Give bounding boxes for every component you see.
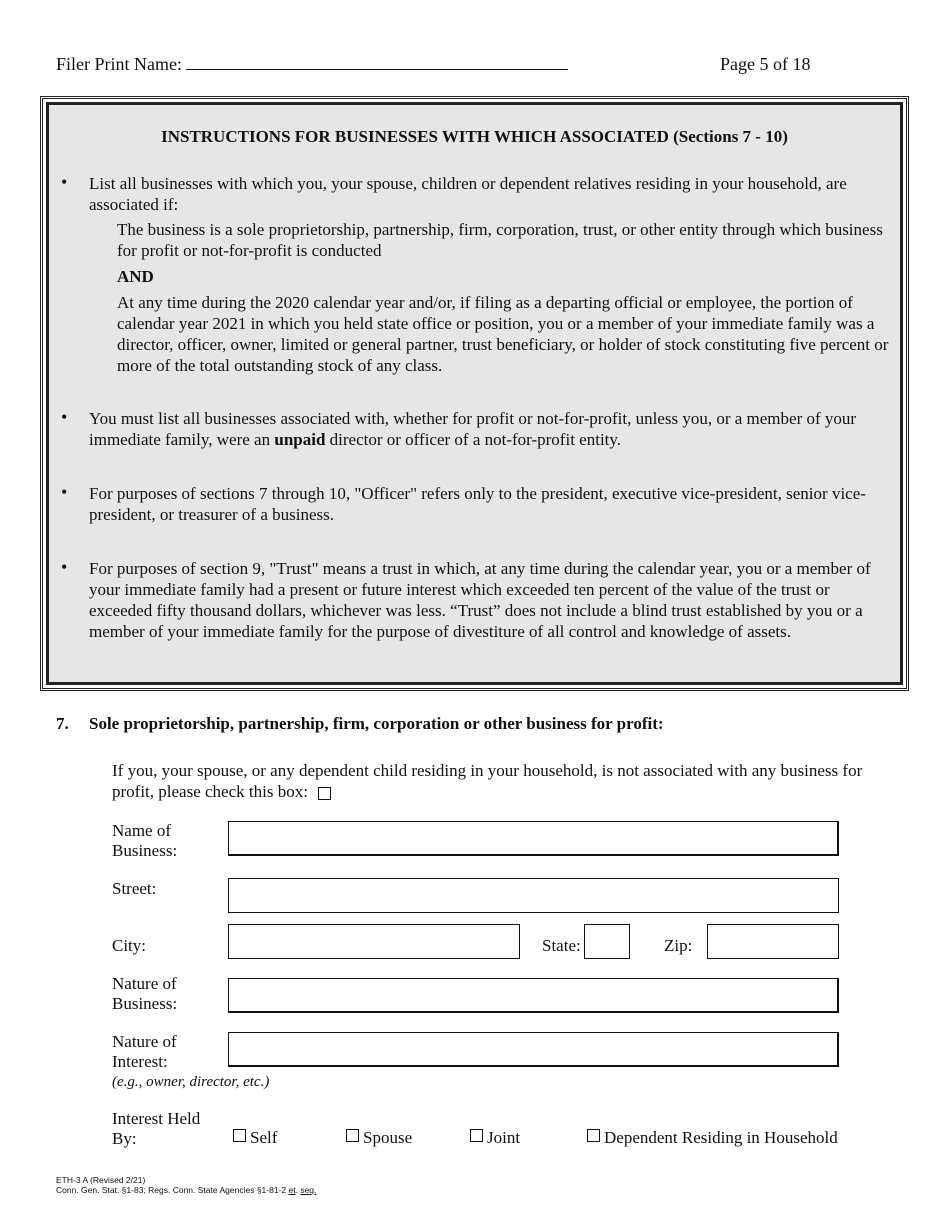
footer-citation-text: Conn. Gen. Stat. §1-83; Regs. Conn. State Agencies §1-81-2 (56, 1185, 287, 1195)
instructions-title: INSTRUCTIONS FOR BUSINESSES WITH WHICH ASSOCIATED (Sections 7 - 10) (161, 127, 788, 146)
state-label: State: (542, 936, 581, 955)
name-of-business-label-line2: Business: (112, 841, 178, 860)
page-number: Page 5 of 18 (720, 54, 811, 74)
street-input[interactable] (228, 878, 839, 913)
nature-of-business-input[interactable] (228, 978, 839, 1013)
footer-seq: seq. (300, 1185, 317, 1195)
street-label: Street: (112, 879, 157, 898)
city-label: City: (112, 936, 147, 955)
spouse-label: Spouse (363, 1128, 413, 1147)
interest-spouse-option[interactable] (346, 1128, 412, 1148)
filer-print-name-line[interactable] (186, 55, 568, 70)
nature-of-business-label-line2: Business: (112, 994, 178, 1013)
interest-joint-option[interactable] (470, 1128, 520, 1148)
dependent-label: Dependent Residing in Household (604, 1128, 838, 1147)
instruction-bullet-2-post: director or officer of a not-for-profit entity. (329, 430, 622, 449)
section-7-number: 7. (56, 714, 69, 733)
instruction-bullet-2 (89, 408, 889, 450)
zip-label: Zip: (664, 936, 693, 955)
name-of-business-label (112, 821, 177, 861)
bullet-icon: • (61, 482, 68, 502)
zip-input[interactable] (707, 924, 839, 959)
nature-of-business-label (112, 974, 177, 1014)
self-label: Self (250, 1128, 278, 1147)
instruction-bullet-2-bold: unpaid (274, 430, 326, 449)
footer-et: et (288, 1185, 296, 1195)
instruction-bullet-3: For purposes of sections 7 through 10, "Officer" refers only to the president, executive vice-president, senior vice-president, or treasurer of a business. (89, 484, 866, 524)
section-7-title: Sole proprietorship, partnership, firm, corporation or other business for profit: (89, 714, 664, 733)
interest-held-label-line1: Interest Held (112, 1109, 201, 1128)
interest-self-option[interactable] (233, 1128, 277, 1148)
dependent-checkbox[interactable] (587, 1129, 600, 1142)
interest-dependent-option[interactable] (587, 1128, 838, 1148)
no-business-checkbox[interactable] (318, 787, 331, 800)
joint-label: Joint (487, 1128, 521, 1147)
nature-of-business-label-line1: Nature of (112, 974, 177, 993)
nature-of-interest-input[interactable] (228, 1032, 839, 1067)
state-input[interactable] (584, 924, 630, 959)
spouse-checkbox[interactable] (346, 1129, 359, 1142)
nature-of-interest-hint: (e.g., owner, director, etc.) (112, 1074, 270, 1090)
instructions-box (40, 96, 909, 691)
instruction-sub-2: At any time during the 2020 calendar year and/or, if filing as a departing official or employee, the portion of calendar year 2021 in which you held state office or position, you or a member of your immediate family was a director, officer, owner, limited or general partner, trust beneficiary, or holder of stock constituting five percent or more of the total outstanding stock of any class. (117, 293, 889, 375)
city-input[interactable] (228, 924, 520, 959)
self-checkbox[interactable] (233, 1129, 246, 1142)
footer-citation: Conn. Gen. Stat. §1-83; Regs. Conn. State Agencies §1-81-2 et. seq. (56, 1185, 317, 1195)
instructions-panel (46, 102, 903, 685)
footer-form-id: ETH-3 A (Revised 2/21) (56, 1175, 146, 1185)
filer-print-name-label: Filer Print Name: (56, 54, 182, 74)
filer-print-name (56, 54, 568, 75)
interest-held-label-line2: By: (112, 1129, 137, 1148)
joint-checkbox[interactable] (470, 1129, 483, 1142)
instruction-bullet-4: For purposes of section 9, "Trust" means a trust in which, at any time during the calendar year, you or a member of your immediate family had a present or future interest which exceeded ten percent of the value of the trust or exceeded fifty thousand dollars, whichever was less. “Trust” does not include a blind trust established by you or a member of your immediate family for the purpose of divestiture of all control and knowledge of assets. (89, 559, 871, 641)
name-of-business-input[interactable] (228, 821, 839, 856)
nature-of-interest-label-line1: Nature of (112, 1032, 177, 1051)
name-of-business-label-line1: Name of (112, 821, 172, 840)
no-business-note (112, 760, 902, 802)
form-footer (56, 1175, 316, 1195)
instruction-and: AND (117, 267, 154, 286)
bullet-icon: • (61, 557, 68, 577)
nature-of-interest-label-line2: Interest: (112, 1052, 168, 1071)
interest-held-label (112, 1109, 200, 1149)
instruction-bullet-1: List all businesses with which you, your spouse, children or dependent relatives residing in your household, are associated if: (89, 174, 847, 214)
instruction-sub-1: The business is a sole proprietorship, partnership, firm, corporation, trust, or other entity through which business for profit or not-for-profit is conducted (117, 220, 883, 260)
no-business-note-text: If you, your spouse, or any dependent child residing in your household, is not associated with any business for profit, please check this box: (112, 761, 863, 801)
bullet-icon: • (61, 407, 68, 427)
section-7-heading (56, 714, 664, 734)
bullet-icon: • (61, 172, 68, 192)
instruction-bullet-2-pre: You must list all businesses associated with, whether for profit or not-for-profit, unless you, or a member of your immediate family, were an (89, 409, 857, 449)
